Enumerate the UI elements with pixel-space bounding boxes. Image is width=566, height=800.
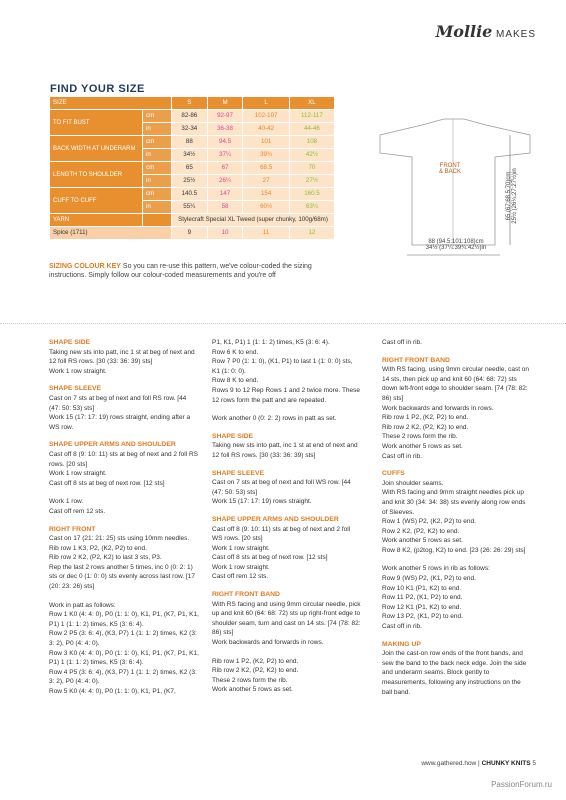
instruction-text: These 2 rows form the rib.: [382, 433, 458, 441]
section-heading: SHAPE UPPER ARMS AND SHOULDER: [212, 515, 339, 523]
section-divider: [0, 323, 566, 324]
spacer: [212, 405, 362, 414]
instruction-text: With RS facing and 9mm straight needles pick up and knit 30 (34: 34: 38) sts evenly along row ends of Sleeves.: [382, 489, 526, 516]
size-row-label: LENGTH TO SHOULDER: [50, 162, 143, 188]
diagram-label-line2: & BACK: [438, 169, 461, 175]
instruction-text: Row 8 K2, (p2tog, K2) to end. [23 (26: 26: 29) sts]: [382, 546, 526, 554]
section-heading: RIGHT FRONT BAND: [212, 591, 280, 599]
size-value-cell: 26¼: [207, 175, 243, 188]
size-value-cell: 94.5: [207, 136, 243, 149]
garment-diagram: [360, 95, 550, 270]
size-value-cell: 102-107: [243, 110, 289, 123]
instruction-text: Work another 0 (0: 2: 2) rows in patt as set.: [212, 415, 337, 423]
width-measurement: [396, 239, 516, 251]
spacer: [49, 488, 199, 497]
instruction-text: Row 8 K to end.: [212, 377, 259, 385]
spice-xl: 12: [289, 227, 334, 240]
colour-key-text: So you can re-use this pattern, we've colour-coded the sizing instructions. Simply follow our colour-coded measurements and you're off: [49, 263, 312, 279]
instruction-text: Rib row 1 K3, P2, (K2, P2) to end.: [49, 544, 147, 552]
instruction-text: Work another 5 rows as set.: [382, 442, 463, 450]
size-row-unit: in: [142, 175, 171, 188]
section-heading: SHAPE SIDE: [49, 339, 91, 346]
diagram-label: [420, 163, 480, 175]
instruction-text: Work 1 row straight.: [49, 367, 107, 375]
size-header-l: L: [243, 97, 289, 110]
instruction-text: Cast off 8 sts at beg of next row. [12 sts]: [212, 554, 328, 562]
instruction-text: Work 15 (17: 17: 19) rows straight, ending after a WS row.: [49, 414, 191, 431]
size-row-unit: cm: [142, 136, 171, 149]
instruction-text: Row 11 P2, (K1, P2) to end.: [382, 594, 463, 602]
height-measurement: [506, 136, 518, 256]
size-row-unit: in: [142, 123, 171, 136]
size-value-cell: 65: [171, 162, 207, 175]
size-value-cell: 34½: [171, 149, 207, 162]
size-row-label: BACK WIDTH AT UNDERARM: [50, 136, 143, 162]
size-value-cell: 25½: [171, 175, 207, 188]
instruction-text: Work 15 (17: 17: 19) rows straight.: [212, 498, 312, 506]
width-in: 34½ (37¼:39¾:42½)in: [425, 245, 487, 251]
instruction-text: Rows 9 to 12 Rep Rows 1 and 2 twice more. These 12 rows form the patt and are repeated.: [212, 386, 361, 404]
size-row-label: TO FIT BUST: [50, 110, 143, 136]
instruction-text: Taking new sts into patt, inc 1 st at end of next and 12 foll RS rows. [30 (33: 36: 39) sts]: [212, 442, 358, 459]
size-value-cell: 82-86: [171, 110, 207, 123]
size-header-label: SIZE: [50, 97, 172, 110]
size-row-unit: cm: [142, 162, 171, 175]
yarn-value: Stylecraft Special XL Tweed (super chunky, 100g/68m): [171, 214, 334, 227]
section-heading: RIGHT FRONT: [49, 525, 96, 533]
size-value-cell: 36-38: [207, 123, 243, 136]
instruction-text: Cast on 7 sts at beg of next and foll RS row. [44 (47: 50: 53) sts]: [49, 394, 187, 412]
size-table-row: [50, 110, 335, 123]
size-value-cell: 112-117: [289, 110, 334, 123]
instruction-text: Work in patt as follows:: [49, 601, 116, 609]
instruction-text: Work backwards and forwards in rows.: [212, 639, 324, 647]
size-header-xl: XL: [289, 97, 334, 110]
size-value-cell: 37¼: [207, 149, 243, 162]
instruction-text: Rib row 2 K2, (P2, K2) to last 3 sts, P3.: [49, 554, 162, 562]
size-value-cell: 147: [207, 188, 243, 201]
instruction-text: Work 1 row straight.: [212, 563, 270, 571]
size-value-cell: 39¾: [243, 149, 289, 162]
colour-key: [49, 262, 339, 280]
instruction-text: Cast off 8 sts at beg of next row. [12 sts]: [49, 479, 165, 487]
instruction-text: Rep the last 2 rows another 5 times, inc 0 (0: 2: 1) sts or dec 0 (1: 0: 0) sts evenly across last row. [17 (20: 23: 26) sts]: [49, 563, 195, 591]
size-row-unit: cm: [142, 188, 171, 201]
size-value-cell: 60½: [243, 201, 289, 214]
instruction-text: Work 1 row.: [49, 498, 84, 506]
size-value-cell: 44-46: [289, 123, 334, 136]
instruction-text: Work another 5 rows as set.: [212, 686, 293, 694]
instruction-text: These 2 rows form the rib.: [212, 676, 288, 684]
spice-m: 10: [207, 227, 243, 240]
instruction-text: Taking new sts into patt, inc 1 st at beg of next and 12 foll RS rows. [30 (33: 36: 39) sts]: [49, 348, 195, 366]
instruction-text: Row 2 P5 (3: 6: 4), (K3, P7) 1 (1: 1: 2) times, K2 (3: 3: 2), P0 (4: 4: 0).: [49, 630, 197, 648]
size-value-cell: 55¼: [171, 201, 207, 214]
size-value-cell: 154: [243, 188, 289, 201]
section-heading: SHAPE UPPER ARMS AND SHOULDER: [49, 441, 176, 449]
logo-makes: MAKES: [495, 29, 536, 40]
size-value-cell: 63¼: [289, 201, 334, 214]
instruction-text: Row 13 P2, (K1, P2) to end.: [382, 613, 463, 621]
colour-key-heading: SIZING COLOUR KEY: [49, 263, 121, 270]
yarn-label: YARN: [50, 214, 143, 227]
size-value-cell: 67: [207, 162, 243, 175]
instruction-text: Row 6 K to end.: [212, 348, 259, 356]
section-heading: RIGHT FRONT BAND: [382, 356, 450, 364]
pattern-column-3: [382, 338, 532, 697]
instruction-text: Row 12 K1 (P1, K2) to end.: [382, 603, 462, 611]
height-cm: 65 (67:68.5:70)cm: [506, 171, 512, 221]
pattern-column-1: [49, 338, 199, 697]
instruction-text: Row 2 K2, (P2, K2) to end.: [382, 527, 460, 535]
instruction-text: Cast off in rib.: [382, 452, 422, 460]
instruction-text: Cast on 7 sts at beg of next and foll WS row. [44 (47: 50: 53) sts]: [212, 479, 351, 496]
pattern-column-2: [212, 338, 362, 695]
size-value-cell: 32-34: [171, 123, 207, 136]
height-in: 25½ (26¼:27:27½)in: [512, 168, 518, 224]
size-value-cell: 140.5: [171, 188, 207, 201]
instruction-text: Row 4 P5 (3: 6: 4), (K3, P7) 1 (1: 1: 2) times, K2 (3: 3: 2), P0 (4: 4: 0).: [49, 668, 197, 686]
size-value-cell: 58: [207, 201, 243, 214]
watermark: PassionForum.ru: [491, 780, 552, 789]
size-value-cell: 68.5: [243, 162, 289, 175]
size-row-label: CUFF TO CUFF: [50, 188, 143, 214]
instruction-text: Cast off 8 (9: 10: 11) sts at beg of next and 2 foll RS rows. [20 sts]: [49, 450, 198, 468]
instruction-text: Row 1 (WS) P2, (K2, P2) to end.: [382, 518, 476, 526]
instruction-text: Work another 5 rows as set.: [382, 537, 463, 545]
instruction-text: Row 7 P0 (1: 1: 0), (K1, P1) to last 1 (1: 0: 0) sts, K1 (1: 0: 0).: [212, 358, 353, 375]
section-heading: MAKING UP: [382, 640, 421, 648]
section-heading: SHAPE SLEEVE: [212, 469, 265, 477]
instruction-text: Rib row 2 K2, (P2, K2) to end.: [212, 667, 299, 675]
instruction-text: Row 10 K1 (P1, K2) to end.: [382, 584, 462, 592]
size-header-m: M: [207, 97, 243, 110]
instruction-text: Work another 5 rows in rib as follows:: [382, 565, 490, 573]
diagram-label-line1: FRONT: [439, 163, 461, 169]
page-title: FIND YOUR SIZE: [50, 83, 145, 95]
instruction-text: With RS facing, using 9mm circular needle, cast on 14 sts, then pick up and knit 60 (64: 68: 72) sts down left-front edge to shoulder seam. [74 (78: 82: 86) sts]: [382, 366, 530, 402]
instruction-text: Row 5 K0 (4: 4: 0), P0 (1: 1: 0), K1, P1, (K7,: [49, 688, 176, 695]
spacer: [382, 555, 532, 564]
instruction-text: Rib row 1 P2, (K2, P2) to end.: [212, 657, 299, 665]
instruction-text: Cast off rem 12 sts.: [49, 507, 106, 515]
brand-logo: [436, 22, 536, 41]
instruction-text: Rib row 2 K2, (P2, K2) to end.: [382, 423, 469, 431]
instruction-text: Join the cast-on row ends of the front bands, and sew the band to the back neck edge. Join the side and underarm seams. Block gently to measurements, following any instructions on the ball band.: [382, 650, 527, 696]
section-heading: SHAPE SIDE: [212, 432, 254, 440]
logo-script: Mollie: [435, 22, 493, 41]
spacer: [212, 648, 362, 657]
footer-site: www.gathered.how: [421, 760, 477, 767]
size-row-unit: cm: [142, 110, 171, 123]
instruction-text: P1, K1, P1) 1 (1: 1: 2) times, K5 (3: 6: 4).: [212, 339, 330, 346]
instruction-text: Row 1 K0 (4: 4: 0), P0 (1: 1: 0), K1, P1, (K7, P1, K1, P1) 1 (1: 1: 2) times, K5 (3: 6: 4).: [49, 611, 199, 628]
section-heading: SHAPE SLEEVE: [49, 385, 102, 393]
section-heading: CUFFS: [382, 470, 405, 478]
spice-label: Spice (1711): [50, 227, 172, 240]
instruction-text: Row 9 (WS) P2, (K1, P2) to end.: [382, 575, 476, 583]
size-value-cell: 27½: [289, 175, 334, 188]
size-value-cell: 42½: [289, 149, 334, 162]
size-row-unit: in: [142, 201, 171, 214]
size-value-cell: 88: [171, 136, 207, 149]
instruction-text: Cast off in rib.: [382, 623, 422, 631]
instruction-text: Work 1 row straight.: [212, 544, 270, 552]
spice-s: 9: [171, 227, 207, 240]
size-header-s: S: [171, 97, 207, 110]
instruction-text: Cast off in rib.: [382, 339, 422, 346]
size-table: [49, 96, 335, 240]
size-value-cell: 92-97: [207, 110, 243, 123]
instruction-text: With RS facing and using 9mm circular needle, pick up and knit 60 (64: 68: 72) sts up right-front edge to shoulder seam, turn and cast on 14 sts. [74 (78: 82: 86) sts]: [212, 600, 361, 637]
instruction-text: Rib row 1 P2, (K2, P2) to end.: [382, 414, 469, 422]
instruction-text: Work backwards and forwards in rows.: [382, 404, 494, 412]
instruction-text: Work 1 row straight.: [49, 470, 107, 478]
size-table-row: [50, 136, 335, 149]
size-table-header: [50, 97, 335, 110]
size-value-cell: 40-42: [243, 123, 289, 136]
size-value-cell: 27: [243, 175, 289, 188]
instruction-text: Cast off rem 12 sts.: [212, 573, 269, 581]
spice-l: 11: [243, 227, 289, 240]
size-table-row: [50, 162, 335, 175]
page-footer: www.gathered.how | CHUNKY KNITS 5: [421, 760, 536, 767]
size-value-cell: 101: [243, 136, 289, 149]
size-value-cell: 160.5: [289, 188, 334, 201]
size-table-row: [50, 188, 335, 201]
yarn-row: [50, 214, 335, 227]
size-value-cell: 108: [289, 136, 334, 149]
instruction-text: Join shoulder seams.: [382, 479, 444, 487]
spacer: [49, 592, 199, 601]
instruction-text: Row 3 K0 (4: 4: 0), P0 (1: 1: 0), K1, P1, (K7, P1, K1, P1) 1 (1: 1: 2) times, K5 (3: 6: 4).: [49, 649, 199, 667]
width-cm: 88 (94.5:101:108)cm: [428, 239, 484, 245]
size-row-unit: in: [142, 149, 171, 162]
instruction-text: Cast off 8 (9: 10: 11) sts at beg of next and 2 foll WS rows. [20 sts]: [212, 525, 351, 543]
footer-page: 5: [532, 760, 536, 767]
instruction-text: Cast on 17 (21: 21: 25) sts using 10mm needles.: [49, 535, 190, 543]
size-value-cell: 70: [289, 162, 334, 175]
spice-row: [50, 227, 335, 240]
footer-mag: CHUNKY KNITS: [481, 760, 531, 767]
